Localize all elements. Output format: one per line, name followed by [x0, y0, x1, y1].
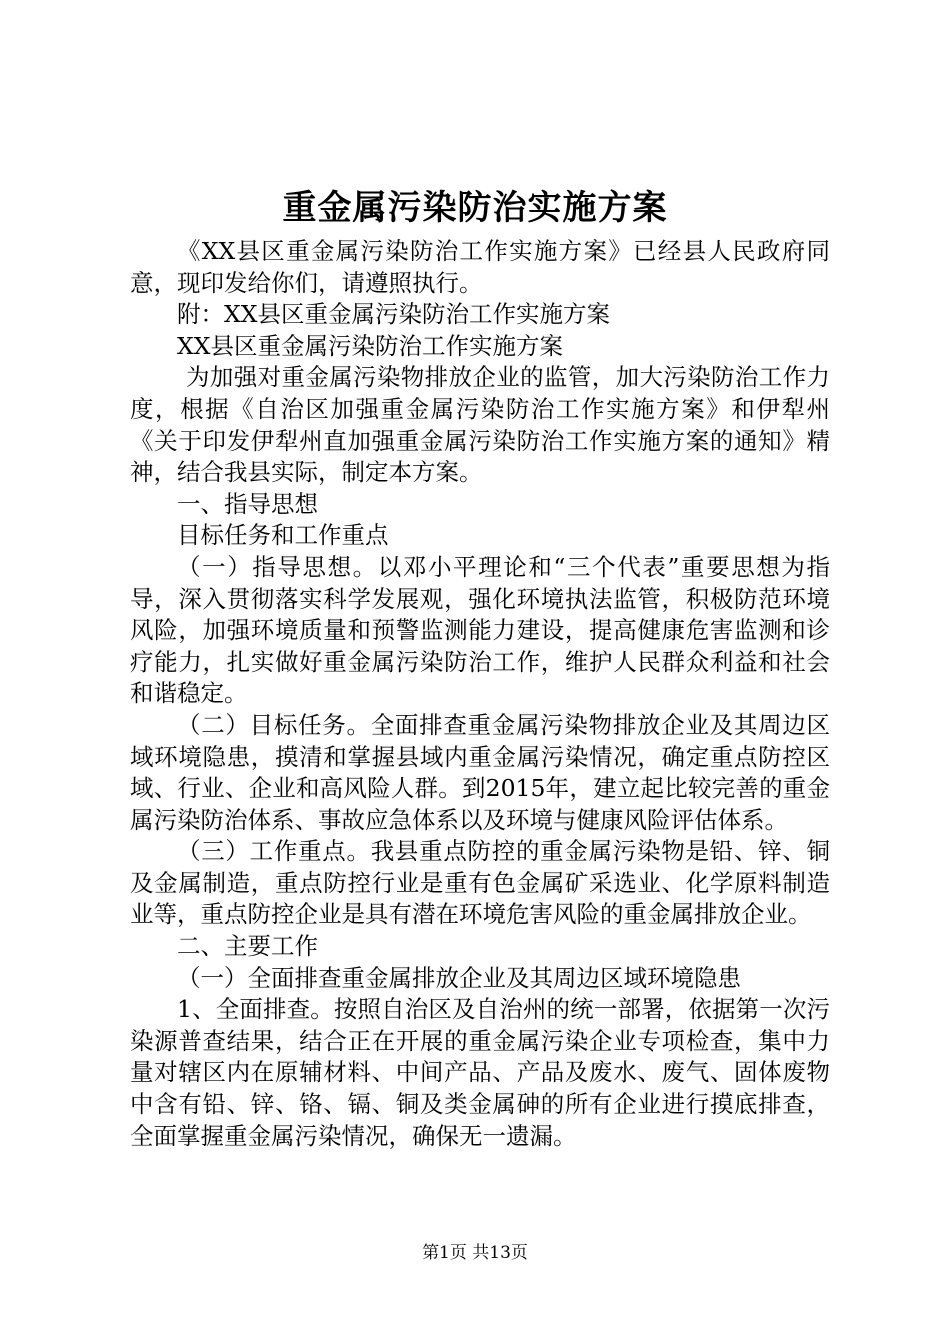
paragraph-work-focus: （三）工作重点。我县重点防控的重金属污染物是铅、锌、铜及金属制造，重点防控行业是重有色金属矿采选业、化学原料制造业等，重点防控企业是具有潜在环境危害风险的重金属排放企业。: [130, 837, 830, 929]
paragraph-plan-name: XX县区重金属污染防治工作实施方案: [177, 331, 563, 360]
page-number-footer: 第1页 共13页: [422, 1243, 528, 1263]
heading-guiding-thought: 一、指导思想: [177, 489, 318, 518]
paragraph-goals: （二）目标任务。全面排查重金属污染物排放企业及其周边区域环境隐患，摸清和掌握县域内重金属污染情况，确定重点防控区域、行业、企业和高风险人群。到2015年，建立起比较完善的重金属污染防治体系、事故应急体系以及环境与健康风险评估体系。: [130, 710, 830, 834]
heading-goals-and-focus: 目标任务和工作重点: [177, 521, 389, 550]
paragraph-guiding-thought: （一）指导思想。以邓小平理论和“三个代表”重要思想为指导，深入贯彻落实科学发展观，强化环境执法监管，积极防范环境风险，加强环境质量和预警监测能力建设，提高健康危害监测和诊疗能力，扎实做好重金属污染防治工作，维护人民群众利益和社会和谐稳定。: [130, 552, 830, 708]
paragraph-intro: 《XX县区重金属污染防治工作实施方案》已经县人民政府同意，现印发给你们，请遵照执行。: [130, 237, 830, 297]
heading-main-work: 二、主要工作: [177, 932, 318, 961]
paragraph-full-investigation: 1、全面排查。按照自治区及自治州的统一部署，依据第一次污染源普查结果，结合正在开展的重金属污染企业专项检查，集中力量对辖区内在原辅材料、中间产品、产品及废水、废气、固体废物中含有铅、锌、铬、镉、铜及类金属砷的所有企业进行摸底排查，全面掌握重金属污染情况，确保无一遗漏。: [130, 995, 830, 1150]
document-body: [130, 236, 830, 1152]
document-title: 重金属污染防治实施方案: [282, 188, 668, 228]
paragraph-purpose: 为加强对重金属污染物排放企业的监管，加大污染防治工作力度，根据《自治区加强重金属污染防治工作实施方案》和伊犁州《关于印发伊犁州直加强重金属污染防治工作实施方案的通知》精神，结合我县实际，制定本方案。: [130, 363, 830, 487]
paragraph-attachment: 附：XX县区重金属污染防治工作实施方案: [177, 300, 610, 329]
subheading-investigation: （一）全面排查重金属排放企业及其周边区域环境隐患: [177, 963, 741, 992]
